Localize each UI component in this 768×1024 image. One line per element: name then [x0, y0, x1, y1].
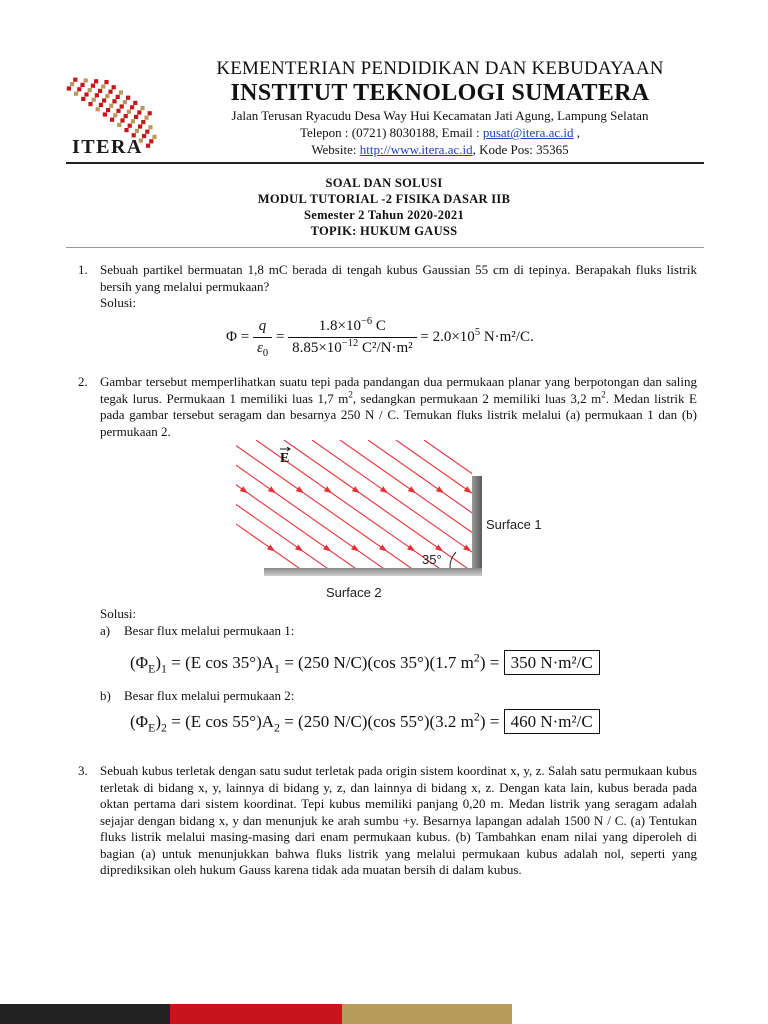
header-divider: [66, 162, 704, 164]
field-arrowhead: [408, 486, 416, 493]
website-line: [160, 142, 720, 158]
logo-dot: [113, 113, 117, 117]
logo-dot: [131, 119, 135, 123]
logo-dot: [133, 101, 137, 105]
footer-color-stripe: [0, 1004, 512, 1024]
problem-3-text: Sebuah kubus terletak dengan satu sudut terletak pada origin sistem koordinat x, y, z. Salah satu permukaan kubus terletak di bidang x, y, lainnya di bidang y, z, dan lainnya di bidang x, z. Dengan kata lain, kubus berada pada oktan pertama dari sistem koordinat. Tepi kubus memiliki panjang 0,20 m. Medan listrik yang seragam adalah sejajar dengan bidang x, y dan menunjuk ke arah sumbu +y. Besarnya lapangan adalah 1500 N / C. (a) Tentukan fluks listrik melalui masing-masing dari enam permukaan kubus. (b) Tambahkan enam nilai yang diperoleh di bagian (a) untuk menunjukkan bahwa fluks listrik yang melalui permukaan kubus adalah nol, seperti yang diprediksikan oleh hukum Gauss karena tidak ada muatan bersih di dalam kubus.: [100, 763, 697, 877]
logo-dot: [134, 115, 138, 119]
field-arrowhead: [519, 544, 527, 551]
logo-dot: [77, 87, 81, 91]
problem-2-number: 2.: [78, 374, 88, 389]
logo-dot: [74, 92, 78, 96]
field-arrowhead: [351, 544, 359, 551]
problem-1-number: 1.: [78, 262, 88, 277]
phone-text: Telepon : (0721) 8030188, Email :: [299, 125, 483, 140]
doc-title-2: MODUL TUTORIAL -2 FISIKA DASAR IIB: [257, 192, 511, 206]
field-arrowhead: [464, 486, 472, 493]
problem-1-solution-label: Solusi:: [100, 295, 137, 310]
logo-dot: [109, 104, 113, 108]
logo-dot: [94, 79, 98, 83]
logo-dot: [141, 120, 145, 124]
problem-2-solution-label: Solusi:: [100, 606, 137, 621]
logo-dot: [84, 78, 88, 82]
logo-dot: [88, 88, 92, 92]
answer-box-b: 460 N·m²/C: [504, 709, 600, 734]
field-arrowhead: [436, 486, 444, 493]
logo-dot: [105, 94, 109, 98]
eq1-fraction-2: $\frac{1.8\times 10^{-6} C}{8.85\times 10^{-12} C^2/N\cdot m^2}$: [288, 318, 417, 357]
logo-dot: [145, 130, 149, 134]
logo-dot: [112, 99, 116, 103]
field-arrowhead: [296, 486, 304, 493]
problem-2-part-b: b) Besar flux melalui permukaan 2:: [100, 688, 295, 703]
field-line: [368, 440, 566, 586]
field-arrowhead: [295, 544, 303, 551]
field-arrowhead: [323, 544, 331, 551]
logo-dot: [102, 98, 106, 102]
logo-dot: [137, 110, 141, 114]
logo-dot: [117, 123, 121, 127]
logo-dot: [81, 97, 85, 101]
logo-dot: [92, 98, 96, 102]
logo-dot: [135, 129, 139, 133]
electric-field-figure: [236, 440, 566, 602]
logo-dot: [128, 124, 132, 128]
field-arrowhead: [379, 544, 387, 551]
title-divider: [66, 247, 704, 248]
logo-dot: [70, 82, 74, 86]
field-arrowhead: [491, 544, 499, 551]
field-line: [236, 440, 408, 586]
answer-box-a: 350 N·m²/C: [504, 650, 600, 675]
logo-dot: [91, 84, 95, 88]
doc-title-1: SOAL DAN SOLUSI: [325, 176, 443, 190]
logo-dot: [123, 100, 127, 104]
logo-dot: [138, 124, 142, 128]
logo-dot: [127, 110, 131, 114]
problem-3-number: 3.: [78, 763, 88, 778]
contact-line: [160, 125, 720, 141]
field-arrowhead: [268, 486, 276, 493]
website-prefix: Website:: [311, 142, 360, 157]
logo-dot: [124, 114, 128, 118]
problem-2-equation-b: $(\Phi_E)_2 = (E$ $\cos 55^\circ)A_2 = (250$ N/C)(cos 55°)(3.2 $m^2) = 460$ N·m²/C: [130, 712, 600, 732]
logo-dot: [146, 144, 150, 148]
field-line: [312, 440, 520, 586]
logo-dot: [80, 83, 84, 87]
website-suffix: , Kode Pos: 35365: [472, 142, 569, 157]
logo-dot: [148, 125, 152, 129]
doc-title-3: Semester 2 Tahun 2020-2021: [303, 208, 464, 222]
logo-text: ITERA: [72, 136, 143, 158]
eq1-result: = $2.0\times 10^5$ N·m²/C.: [420, 326, 534, 345]
field-arrowhead: [547, 544, 555, 551]
logo-dot: [101, 84, 105, 88]
logo-dot: [95, 93, 99, 97]
logo-dot: [148, 111, 152, 115]
institute-address: Jalan Terusan Ryacudu Desa Way Hui Kecamatan Jati Agung, Lampung Selatan: [231, 108, 649, 123]
logo-dot: [110, 118, 114, 122]
logo-dot: [108, 90, 112, 94]
field-arrowhead: [352, 486, 360, 493]
field-line: [424, 440, 566, 586]
logo-dot: [98, 89, 102, 93]
ministry-name: KEMENTERIAN PENDIDIKAN DAN KEBUDAYAAN: [216, 58, 664, 79]
field-line: [236, 440, 352, 586]
logo-dot: [120, 118, 124, 122]
logo-dot: [149, 139, 153, 143]
field-line: [236, 440, 436, 586]
logo-dot: [120, 104, 124, 108]
footer-stripe-black: [0, 1004, 170, 1024]
field-arrowhead: [380, 486, 388, 493]
logo-dot: [116, 95, 120, 99]
surface-1-wall: [472, 476, 482, 572]
angle-label: 35°: [422, 552, 442, 567]
problem-2-part-a: a) Besar flux melalui permukaan 1:: [100, 623, 295, 638]
phone-suffix: ,: [573, 125, 581, 140]
surface-2-floor: [264, 568, 482, 576]
field-arrowhead: [407, 544, 415, 551]
logo-dot: [106, 108, 110, 112]
logo-dot: [67, 86, 71, 90]
problem-2-text: Gambar tersebut memperlihatkan suatu tepi pada pandangan dua permukaan planar yang berpotongan dan saling tegak lurus. Permukaan 1 memiliki luas 1,7 $m^2$, sedangkan permukaan 2 memiliki luas 3,2 $m^2$. Medan listrik E pada gambar tersebut seragam dan besarnya 250 N / C. Temukan fluks listrik melalui (a) permukaan 1 dan (b) permukaan 2.: [100, 374, 697, 439]
eq1-lhs: Φ: [226, 328, 237, 345]
logo-dot: [103, 112, 107, 116]
eq1-fraction-1: $\frac{q}{\varepsilon_0}$: [253, 318, 272, 357]
website-link[interactable]: http://www.itera.ac.id: [359, 142, 473, 157]
problem-2-equation-a: $(\Phi_E)_1 = (E$ $\cos 35^\circ)A_1 = (250$ N/C)(cos 35°)(1.7 $m^2) = 350$ N·m²/C: [130, 653, 600, 673]
logo-dot: [144, 116, 148, 120]
surface-1-label: Surface 1: [486, 517, 542, 532]
field-arrowhead: [435, 544, 443, 551]
field-line: [340, 440, 548, 586]
logo-dot: [140, 106, 144, 110]
logo-dot: [84, 92, 88, 96]
logo-dot: [73, 78, 77, 82]
field-line: [284, 440, 492, 586]
logo-dot: [124, 128, 128, 132]
problem-1-text: Sebuah partikel bermuatan 1,8 mC berada di tengah kubus Gaussian 55 cm di tepinya. Berapakah fluks listrik bersih yang melalui permukaan?: [100, 262, 697, 294]
institute-name: INSTITUT TEKNOLOGI SUMATERA: [230, 80, 650, 106]
email-link[interactable]: pusat@itera.ac.id: [482, 125, 574, 140]
logo-dot: [126, 96, 130, 100]
field-arrowhead: [463, 544, 471, 551]
field-arrowhead: [267, 544, 275, 551]
footer-stripe-gold: [342, 1004, 512, 1024]
doc-title-4: TOPIK: HUKUM GAUSS: [310, 224, 458, 238]
problem-1-equation: Φ = $\frac{q}{\varepsilon_0}$ = $\frac{1.8\times 10^{-6} C}{8.85\times 10^{-12} C^2/N\cdot m^2}$ = $2.0\times 10^5$ N·m²/C.: [226, 316, 534, 359]
logo-dot: [88, 102, 92, 106]
field-label: E: [280, 451, 290, 466]
logo-dot: [99, 103, 103, 107]
field-arrowhead: [240, 486, 248, 493]
field-line: [236, 440, 380, 586]
logo-dot: [119, 90, 123, 94]
logo-dot: [112, 85, 116, 89]
logo-dot: [96, 107, 100, 111]
logo-dot: [152, 135, 156, 139]
field-arrowhead: [324, 486, 332, 493]
field-arrowhead: [492, 486, 500, 493]
footer-stripe-red: [170, 1004, 342, 1024]
surface-2-label: Surface 2: [326, 585, 382, 600]
logo-dot: [104, 80, 108, 84]
logo-dot: [116, 109, 120, 113]
logo-dot: [130, 105, 134, 109]
